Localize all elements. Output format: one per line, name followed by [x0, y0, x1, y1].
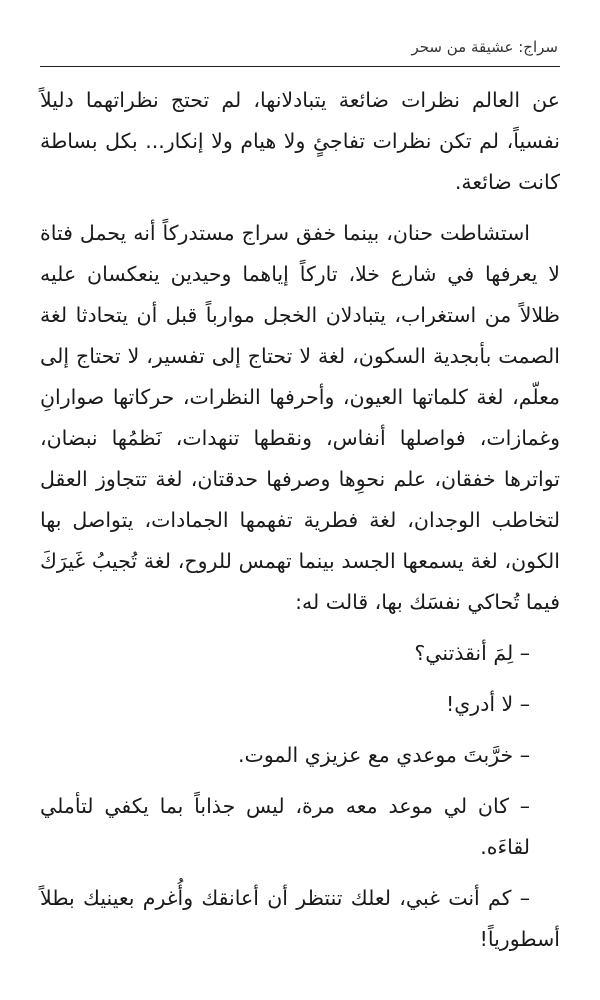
dialogue-line: – كان لي موعد معه مرة، ليس جذاباً بما يكفي لتأملي لقاءَه. [40, 794, 530, 859]
paragraph-main: استشاطت حنان، بينما خفق سراج مستدركاً أنه يحمل فتاة لا يعرفها في شارع خلا، تاركاً إياهما وحيدين ينعكسان عليه ظلالاً من استغراب، يتبادلان الخجل موارباً قبل أن يتحادثا لغة الصمت بأبجدية السكون، لغة لا تحتاج إلى تفسير، لا تحتاج إلى معلّم، لغة كلماتها العيون، وأحرفها النظرات، حركاتها صوارانِ وغمازات، فواصلها أنفاس، ونقطها تنهدات، نَظمُها نبضان، تواترها خفقان، علم نحوِها وصرفها حدقتان، لغة تتجاوز العقل لتخاطب الوجدان، لغة فطرية تفهمها الجمادات، يتواصل بها الكون، لغة يسمعها الجسد بينما تهمس للروح، لغة تُجيبُ غَيرَكَ فيما تُحاكي نفسَك بها، قالت له: [40, 221, 560, 614]
dialogue-line: – لا أدري! [446, 692, 530, 716]
page-body [40, 80, 560, 970]
dialogue-line: – لِمَ أنقذتني؟ [414, 641, 530, 665]
running-title: سراج: عشيقة من سحر [411, 38, 558, 56]
dialogue-line: – خرَّبتَ موعدي مع عزيزي الموت. [238, 743, 530, 767]
paragraph-opening: عن العالم نظرات ضائعة يتبادلانها، لم تحتج نظراتهما دليلاً نفسياً، لم تكن نظرات تفاجئٍ ولا هيام ولا إنكار... بكل بساطة كانت ضائعة. [40, 88, 560, 194]
dialogue-line: – كم أنت غبي، لعلك تنتظر أن أعانقك وأُغرم بعينيك بطلاً أسطورياً! [40, 886, 560, 951]
running-header [40, 36, 560, 67]
